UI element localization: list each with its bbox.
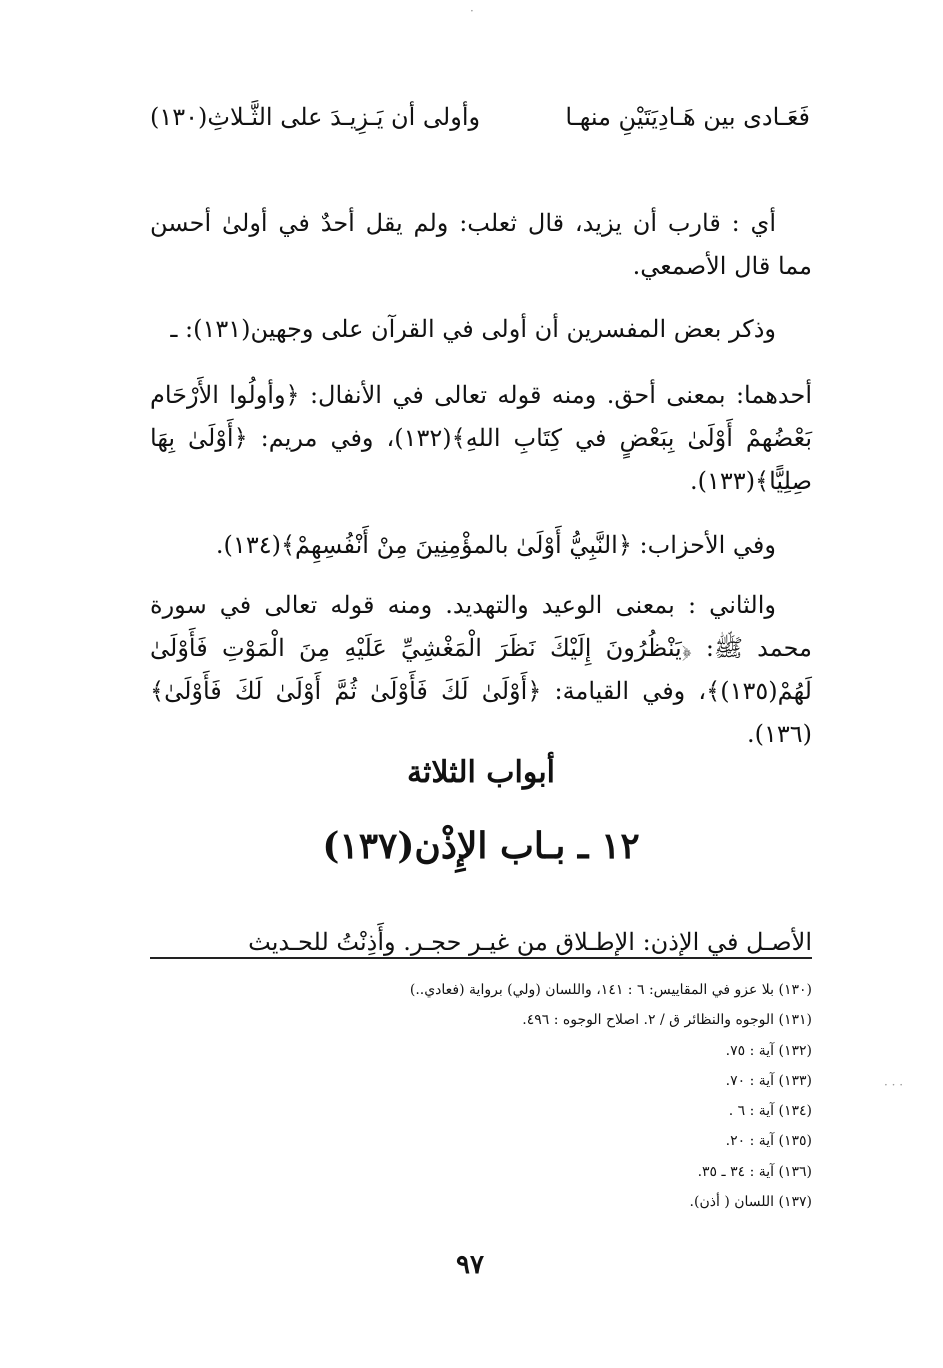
footnote: (١٣١) الوجوه والنظائر ق / ٢. اصلاح الوجوه : ٤٩٦. <box>522 1012 812 1029</box>
paragraph: أي : قارب أن يزيد، قال ثعلب: ولم يقل أحدٌ في أولىٰ أحسن مما قال الأصمعي. <box>150 209 812 280</box>
chapter-heading: ١٢ ـ بـاب الإِذْن(١٣٧) <box>322 825 640 867</box>
paragraph: وذكر بعض المفسرين أن أولى في القرآن على وجهين(١٣١): ـ <box>170 315 776 343</box>
footnote-divider <box>150 957 812 959</box>
section-heading: أبواب الثلاثة <box>406 755 556 790</box>
scan-mark: · · · <box>884 1078 904 1092</box>
footnote: (١٣٧) اللسان ( أذن). <box>689 1194 812 1211</box>
footnote: (١٣٠) بلا عزو في المقاييس: ٦ : ١٤١، واللسان (ولي) برواية (فعادي..) <box>409 982 812 998</box>
paragraph: والثاني : بمعنى الوعيد والتهديد. ومنه قوله تعالى في سورة محمد ﷺ: ﴿يَنْظُرُونَ إِلَيْكَ نَظَرَ الْمَغْشِيِّ عَلَيْهِ مِنَ الْمَوْتِ فَأَوْلَىٰ لَهُمْ(١٣٥)﴾، وفي القيامة: ﴿أَوْلَىٰ لَكَ فَأَوْلَىٰ ثُمَّ أَوْلَىٰ لَكَ فَأَوْلَىٰ﴾(١٣٦). <box>150 591 812 748</box>
paragraph: الأصـل في الإذن: الإطـلاق من غيـر حجـر. وأَذِنْتُ للحـديث <box>248 928 812 956</box>
footnote: (١٣٦) آية : ٣٤ ـ ٣٥. <box>697 1163 812 1180</box>
footnote: (١٣٥) آية : ٢٠. <box>725 1133 812 1150</box>
verse-second-hemistich: وأولى أن يَـزِيـدَ على الثَّـلاثِ(١٣٠) <box>150 103 481 131</box>
poetry-verse <box>150 95 810 139</box>
page-number: ٩٧ <box>456 1250 484 1280</box>
scan-mark: · <box>470 4 474 18</box>
footnote: (١٣٤) آية : ٦ . <box>728 1103 812 1120</box>
footnote: (١٣٢) آية : ٧٥. <box>725 1042 812 1059</box>
paragraph: أحدهما: بمعنى أحق. ومنه قوله تعالى في الأنفال: ﴿وأولُوا الأَرْحَام بَعْضُهمْ أَوْلَىٰ بِبَعْضٍ في كِتَابِ اللهِ﴾(١٣٢)، وفي مريم: ﴿أَوْلَىٰ بِهَا صِلِيًّا﴾(١٣٣). <box>150 381 813 495</box>
footnote: (١٣٣) آية : ٧٠. <box>725 1072 812 1089</box>
verse-first-hemistich: فَعَـادى بين هَـادِيَتَيْنِ منهـا <box>565 103 810 131</box>
paragraph: وفي الأحزاب: ﴿النَّبِيُّ أَوْلَىٰ بالمؤْمِنِينَ مِنْ أَنْفُسِهِمْ﴾(١٣٤). <box>215 531 776 559</box>
footnotes-list <box>150 975 812 1217</box>
